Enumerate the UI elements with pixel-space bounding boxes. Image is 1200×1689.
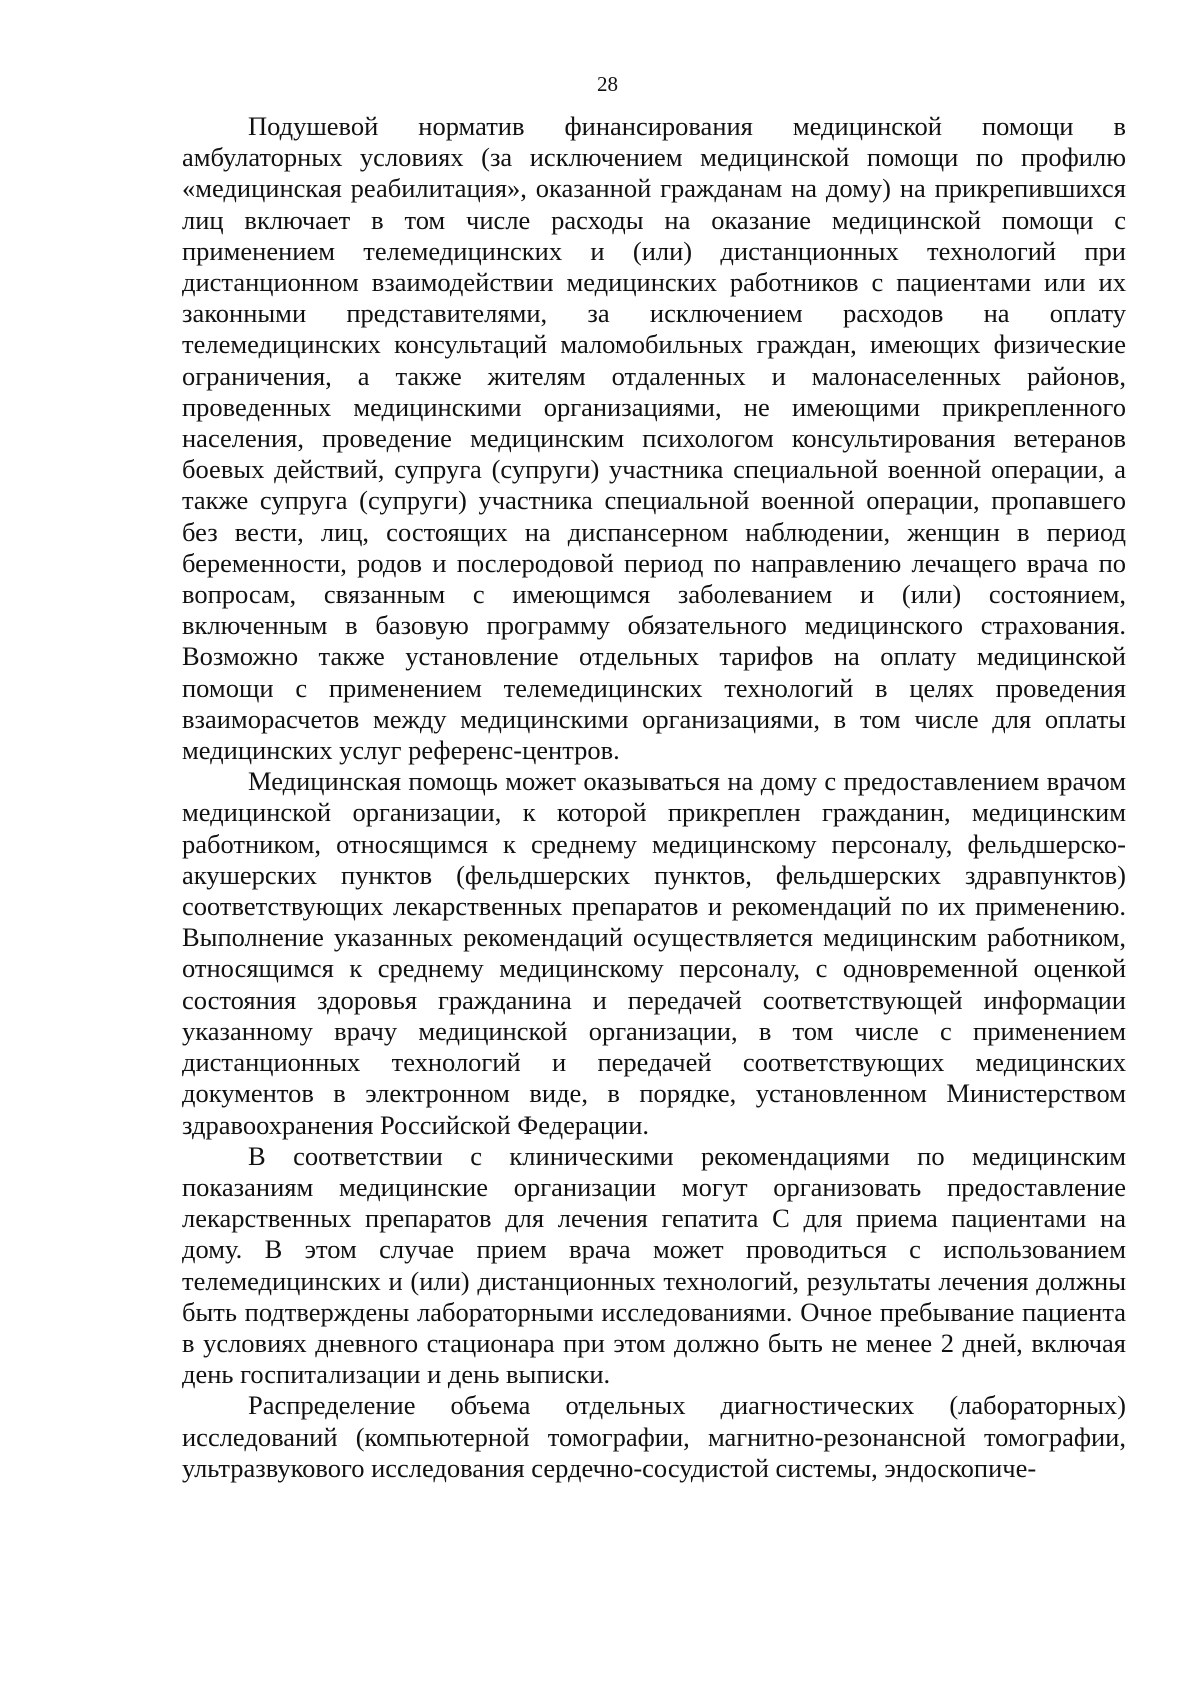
page-number: 28 <box>597 72 618 96</box>
document-body <box>182 111 1126 1484</box>
paragraph-hepatitis-c: В соответствии с клиническими рекомендациями по медицинским показаниям медицинские организации могут организовать предоставление лекарственных препаратов для лечения гепатита С для приема пациентами на дому. В этом случае прием врача может проводиться с использованием телемедицинских и (или) дистанционных технологий, результаты лечения должны быть подтверждены лабораторными исследованиями. Очное пребывание пациента в условиях дневного стационара при этом должно быть не менее 2 дней, включая день госпитализации и день выписки. <box>182 1140 1126 1390</box>
paragraph-home-care: Медицинская помощь может оказываться на дому с предоставлением врачом медицинской организации, к которой прикреплен гражданин, медицинским работником, относящимся к среднему медицинскому персоналу, фельдшерско-акушерских пунктов (фельдшерских пунктов, фельдшерских здравпунктов) соответствующих лекарственных препаратов и рекомендаций по их применению. Выполнение указанных рекомендаций осуществляется медицинским работником, относящимся к среднему медицинскому персоналу, с одновременной оценкой состояния здоровья гражданина и передачей соответствующей информации указанному врачу медицинской организации, в том числе с применением дистанционных технологий и передачей соответствующих медицинских документов в электронном виде, в порядке, установленном Министерством здравоохранения Российской Федерации. <box>182 766 1126 1140</box>
paragraph-telemedicine-financing: Подушевой норматив финансирования медицинской помощи в амбулаторных условиях (за исключением медицинской помощи по профилю «медицинская реабилитация», оказанной гражданам на дому) на прикрепившихся лиц включает в том числе расходы на оказание медицинской помощи с применением телемедицинских и (или) дистанционных технологий при дистанционном взаимодействии медицинских работников с пациентами или их законными представителями, за исключением расходов на оплату телемедицинских консультаций маломобильных граждан, имеющих физические ограничения, а также жителям отдаленных и малонаселенных районов, проведенных медицинскими организациями, не имеющими прикрепленного населения, проведение медицинским психологом консультирования ветеранов боевых действий, супруга (супруги) участника специальной военной операции, а также супруга (супруги) участника специальной военной операции, пропавшего без вести, лиц, состоящих на диспансерном наблюдении, женщин в период беременности, родов и послеродовой период по направлению лечащего врача по вопросам, связанным с имеющимся заболеванием и (или) состоянием, включенным в базовую программу обязательного медицинского страхования. Возможно также установление отдельных тарифов на оплату медицинской помощи с применением телемедицинских технологий в целях проведения взаиморасчетов между медицинскими организациями, в том числе для оплаты медицинских услуг референс-центров. <box>182 111 1126 766</box>
paragraph-diagnostics-distribution: Распределение объема отдельных диагностических (лабораторных) исследований (компьютерной томографии, магнитно-резонансной томографии, ультразвукового исследования сердечно-сосудистой системы, эндоскопиче- <box>182 1390 1126 1483</box>
